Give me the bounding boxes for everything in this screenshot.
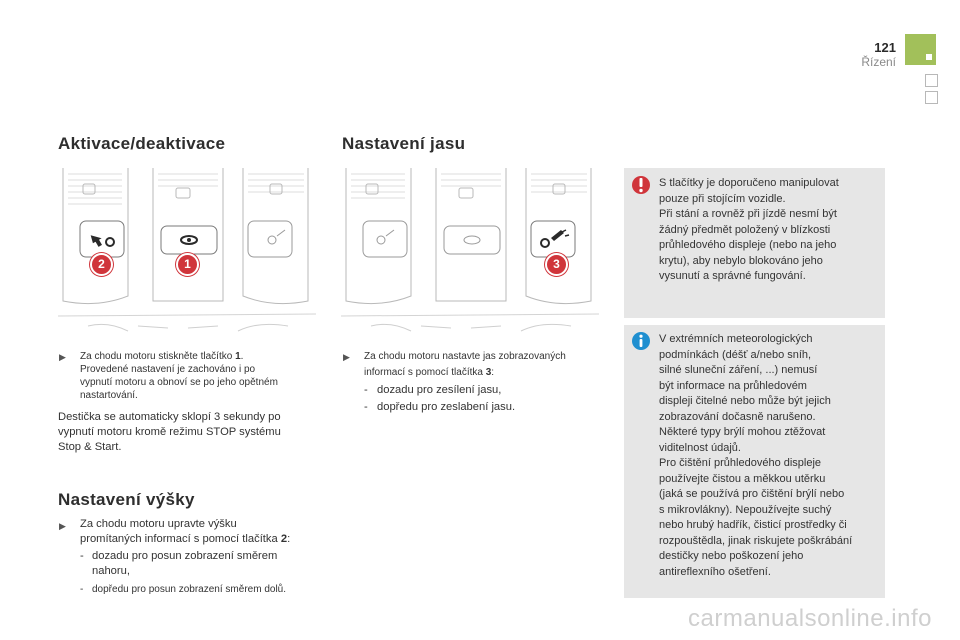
- section-tab: [905, 34, 936, 65]
- nav-square-icon: [925, 91, 938, 104]
- instruction-line: nastartování.: [80, 390, 138, 401]
- warning-icon: [631, 174, 651, 196]
- punct: :: [287, 533, 291, 545]
- watermark-text: carmanualsonline.info: [688, 605, 932, 632]
- brightness-option-back: dozadu pro zesílení jasu,: [377, 384, 502, 396]
- paragraph-line: Stop & Start.: [58, 441, 122, 453]
- bullet-icon: ▶: [343, 352, 350, 362]
- brightness-option-forward: dopředu pro zeslabení jasu.: [377, 401, 516, 413]
- nav-square-icon: [925, 74, 938, 87]
- height-heading: Nastavení výšky: [58, 490, 195, 509]
- height-instruction: [80, 517, 320, 547]
- punct: :: [491, 367, 495, 378]
- tab-marker-icon: [926, 54, 932, 60]
- bullet-icon: ▶: [59, 521, 66, 531]
- brightness-heading: Nastavení jasu: [342, 134, 466, 153]
- callout-1: 1: [176, 253, 199, 276]
- activation-instruction: [80, 350, 320, 402]
- callout-2: 2: [90, 253, 113, 276]
- instruction-line: Provedené nastavení je zachováno i po: [80, 364, 256, 375]
- page-number: 121: [874, 40, 896, 55]
- dash-marker: -: [364, 401, 368, 413]
- instruction-line: Za chodu motoru nastavte jas zobrazovaných: [364, 351, 566, 362]
- warning-text: S tlačítky je doporučeno manipulovat pouze při stojícím vozidle. Při stání a rovněž při jízdě nesmí být žádný předmět položený v blízkosti průhledového displeje (nebo na jeho krytu), aby nebylo blokováno jeho vysunutí a správné fungování.: [659, 177, 839, 282]
- option-line: nahoru,: [92, 565, 130, 577]
- info-text: V extrémních meteorologických podmínkách (déšť a/nebo sníh, silné sluneční záření, ...) nemusí být informace na průhledovém displeji čitelné nebo může být jejich zobrazování dočasně narušeno. Některé typy brýlí mohou ztěžovat viditelnost údajů. Pro čištění průhledového displeje používejte čistou a měkkou utěrku (jaká se používá pro čištění brýlí nebo s mikrovlákny). Nepoužívejte suchý nebo hrubý hadřík, čisticí prostředky či rozpouštědla, jinak riskujete poškrábání destičky nebo poškození jeho antireflexního ošetření.: [659, 333, 853, 578]
- callout-3: 3: [545, 253, 568, 276]
- instruction-line: vypnutí motoru a obnoví se po jeho opětném: [80, 377, 278, 388]
- info-box: [624, 325, 885, 598]
- height-option-forward: dopředu pro posun zobrazení směrem dolů.: [92, 584, 287, 595]
- height-option-back: [92, 549, 322, 579]
- instruction-line: Za chodu motoru stiskněte tlačítko: [80, 351, 236, 362]
- button-ref: 2: [280, 533, 288, 545]
- instruction-line: promítaných informací s pomocí tlačítka: [80, 533, 281, 545]
- bullet-icon: ▶: [59, 352, 66, 362]
- option-line: dozadu pro posun zobrazení směrem: [92, 550, 278, 562]
- activation-heading: Aktivace/deaktivace: [58, 134, 226, 153]
- watermark: [0, 605, 960, 633]
- instruction-line: informací s pomocí tlačítka: [364, 367, 486, 378]
- paragraph-line: vypnutí motoru kromě režimu STOP systému: [58, 426, 281, 438]
- activation-paragraph: [58, 410, 323, 455]
- paragraph-line: Destička se automaticky sklopí 3 sekundy po: [58, 411, 281, 423]
- info-icon: [631, 331, 651, 351]
- button-ref: 3: [485, 367, 492, 378]
- brightness-instruction: [364, 350, 604, 379]
- punct: .: [240, 351, 244, 362]
- dash-marker: -: [364, 384, 368, 396]
- warning-box: [624, 168, 885, 318]
- button-ref: 1: [235, 351, 241, 362]
- section-title: Řízení: [861, 55, 896, 69]
- instruction-line: Za chodu motoru upravte výšku: [80, 518, 237, 530]
- dash-marker: -: [80, 550, 84, 562]
- dash-marker: -: [80, 584, 84, 595]
